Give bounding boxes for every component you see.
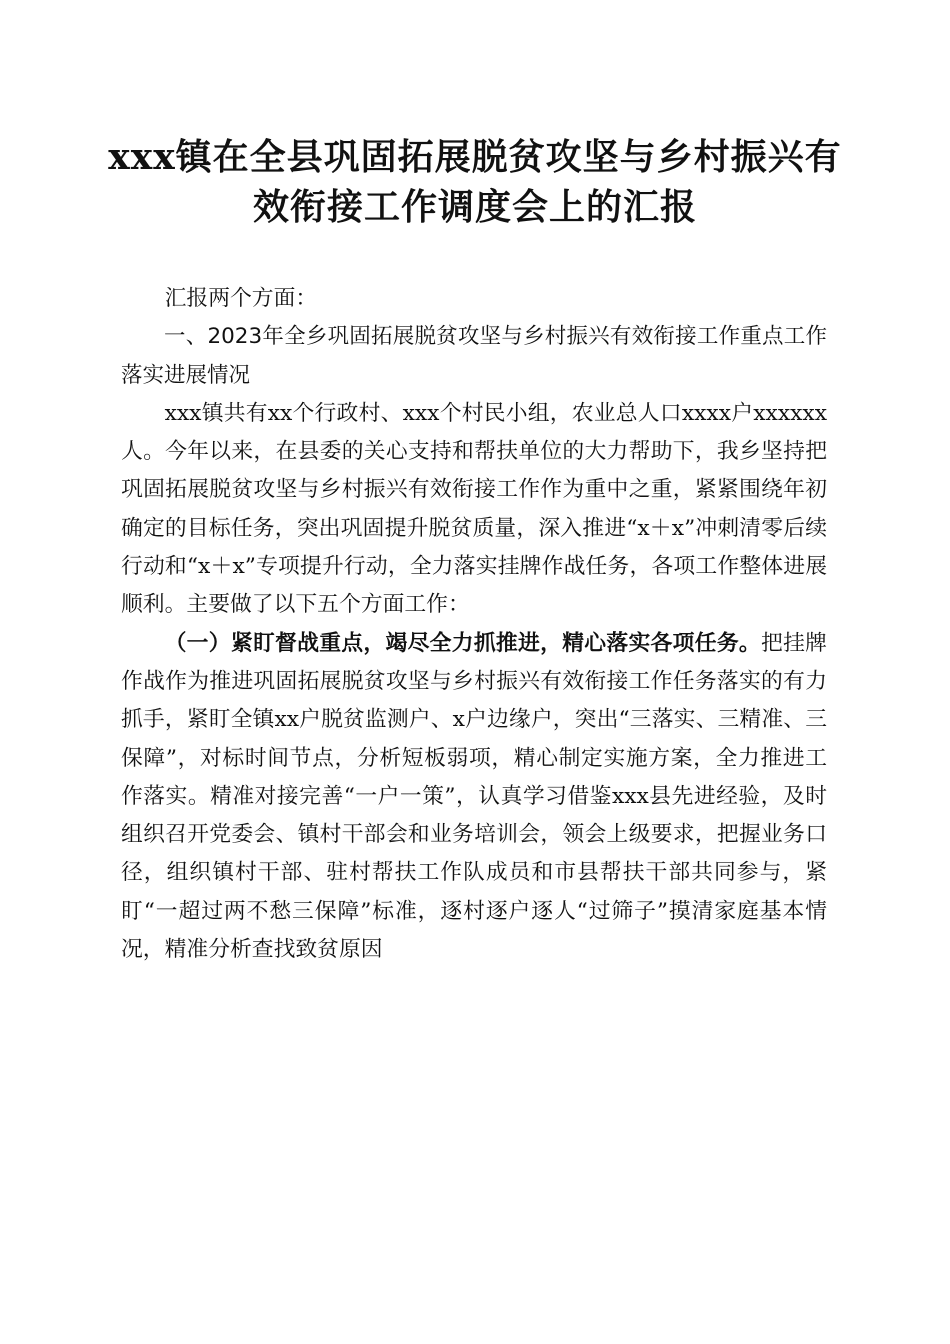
subsection-1-heading: （一）紧盯督战重点，竭尽全力抓推进，精心落实各项任务。 <box>164 630 761 656</box>
document-body <box>121 280 827 969</box>
body-paragraph-2 <box>121 625 827 970</box>
title-line-2: 效衔接工作调度会上的汇报 <box>252 186 697 228</box>
document-title <box>100 132 850 232</box>
section-1-heading: 一、2023年全乡巩固拓展脱贫攻坚与乡村振兴有效衔接工作重点工作落实进展情况 <box>121 324 827 388</box>
title-line-1: xxx镇在全县巩固拓展脱贫攻坚与乡村振兴有 <box>108 136 842 178</box>
body-paragraph-1: xxx镇共有xx个行政村、xxx个村民小组，农业总人口xxxx户xxxxxx人。今年以来，在县委的关心支持和帮扶单位的大力帮助下，我乡坚持把巩固拓展脱贫攻坚与乡村振兴有效衔接工作作为重中之重，紧紧围绕年初确定的目标任务，突出巩固提升脱贫质量，深入推进“x＋x”冲刺清零后续行动和“x＋x”专项提升行动，全力落实挂牌作战任务，各项工作整体进展顺利。主要做了以下五个方面工作： <box>121 400 827 618</box>
subsection-1-text: 把挂牌作战作为推进巩固拓展脱贫攻坚与乡村振兴有效衔接工作任务落实的有力抓手，紧盯全镇xx户脱贫监测户、x户边缘户，突出“三落实、三精准、三保障”，对标时间节点，分析短板弱项，精心制定实施方案，全力推进工作落实。精准对接完善“一户一策”，认真学习借鉴xxx县先进经验，及时组织召开党委会、镇村干部会和业务培训会，领会上级要求，把握业务口径，组织镇村干部、驻村帮扶工作队成员和市县帮扶干部共同参与，紧盯“一超过两不愁三保障”标准，逐村逐户逐人“过筛子”摸清家庭基本情况，精准分析查找致贫原因 <box>121 630 827 963</box>
intro-paragraph: 汇报两个方面： <box>164 286 318 311</box>
